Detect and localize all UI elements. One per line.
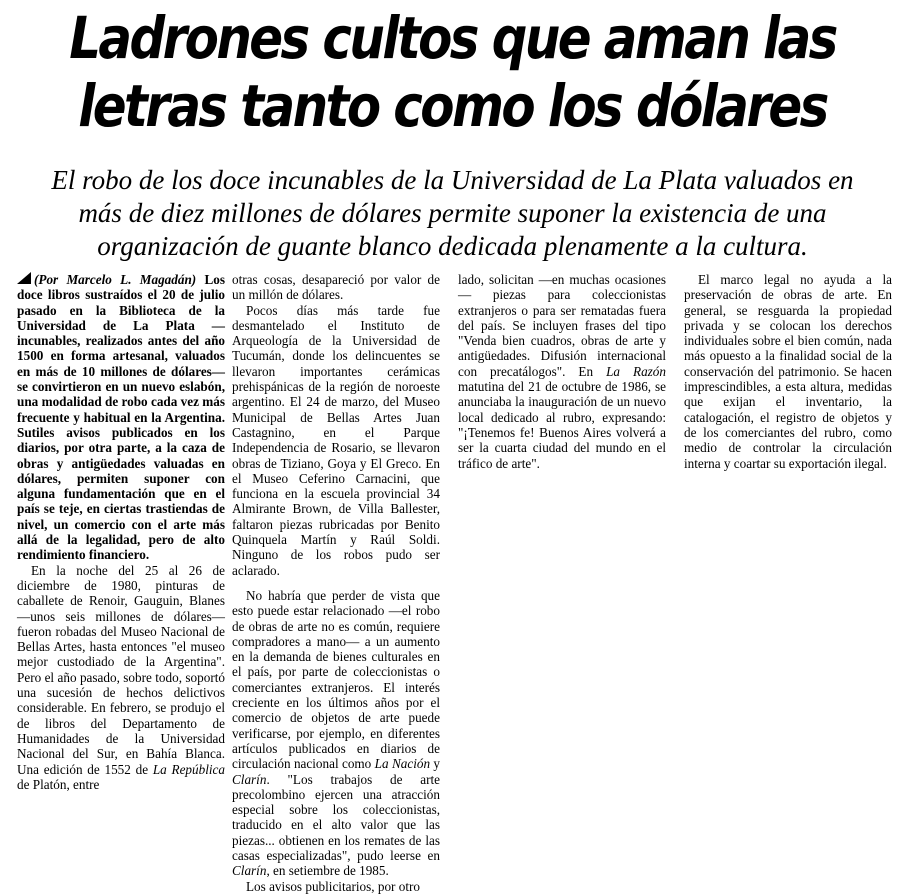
paragraph — [458, 272, 666, 471]
paragraph-text: lado, solicitan —en muchas ocasiones— piezas para coleccionistas extranjeros o para ser rematadas fuera del país. Se incluyen frases del tipo "Venda bien cuadros, obras de arte y antigüedades. Difusión internacional con precatálogos". En — [458, 272, 666, 379]
deck-line-2: más de diez millones de dólares permite suponer la existencia de una — [78, 198, 827, 228]
column-4 — [684, 272, 892, 471]
newspaper-title: La Razón — [606, 363, 666, 379]
deck-line-1: El robo de los doce incunables de la Universidad de La Plata valuados en — [51, 165, 854, 195]
byline: (Por Marcelo L. Magadán) — [34, 272, 197, 287]
headline-line-1: Ladrones cultos que aman las — [69, 4, 836, 72]
headline — [63, 4, 841, 140]
paragraph-text: . "Los trabajos de arte precolombino ejercen una atracción especial sobre los coleccionistas, traducido en el alto valor que las piezas... obtienen en los remates de las casas especializadas", pudo leerse en — [232, 771, 440, 863]
column-3 — [458, 272, 666, 471]
paragraph: Pocos días más tarde fue desmantelado el Instituto de Arqueología de la Universidad de Tucumán, donde los delincuentes se llevaron importantes cerámicas prehispánicas de la región de noroeste argentino. El 24 de marzo, del Museo Municipal de Bellas Artes Juan Castagnino, en el Parque Independencia de Rosario, se llevaron obras de Tiziano, Goya y El Greco. En el Museo Ceferino Carnacini, que funciona en la escuela provincial 34 Almirante Brown, de Villa Ballester, faltaron piezas rubricadas por Benito Quinquela Martín y Raúl Soldi. Ninguno de los robos pudo ser aclarado. — [232, 302, 440, 578]
headline-line-2: letras tanto como los dólares — [78, 72, 827, 140]
column-1 — [17, 272, 225, 792]
newspaper-title: La Nación — [374, 756, 431, 772]
newspaper-title: Clarín — [232, 863, 267, 879]
deck-subtitle — [0, 164, 905, 263]
paragraph: otras cosas, desapareció por valor de un millón de dólares. — [232, 272, 440, 303]
paragraph-text: En la noche del 25 al 26 de diciembre de 1980, pinturas de caballete de Renoir, Gauguin, Blanes —unos seis millones de dólares— fueron robadas del Museo Nacional de Bellas Artes, hasta entonces "el museo mejor custodiado de la Argentina". Pero el año pasado, sobre todo, soportó una sucesión de hechos delictivos considerable. En febrero, se produjo el de libros del Departamento de Humanidades de la Universidad Nacional del Sur, en Bahía Blanca. Una edición de 1552 de — [17, 562, 225, 777]
paragraph: El marco legal no ayuda a la preservación de obras de arte. En general, se resguarda la propiedad privada y se colocan los derechos individuales sobre el bien común, nada más opuesto a la finalidad social de la conservación del patrimonio. Se hacen imprescindibles, a esta altura, medidas que exijan el inventario, la catalogación, el registro de objetos y de los comerciantes del rubro, como medio de controlar la circulación interna y coartar su exportación ilegal. — [684, 272, 892, 471]
newspaper-title: Clarín — [232, 771, 267, 787]
paragraph — [232, 588, 440, 879]
paragraph: Los avisos publicitarios, por otro — [246, 878, 420, 894]
paragraph-text: matutina del 21 de octubre de 1986, se anunciaba la inauguración de un nuevo local dedicado al rubro, expresando: "¡Tenemos fe! Buenos Aires volverá a ser la cuarta ciudad del mundo en el tráfico de arte". — [458, 379, 666, 471]
start-arrow-icon — [17, 272, 31, 284]
paragraph — [17, 563, 225, 792]
lead-text: Los doce libros sustraídos el 20 de julio pasado en la Biblioteca de la Universidad de La Plata —incunables, realizados antes del año 1500 en forma artesanal, valuados en más de 10 millones de dólares— se convirtieron en un nuevo eslabón, una modalidad de robo cada vez más frecuente y habitual en la Argentina. Sutiles avisos publicados en los diarios, por otra parte, a la caza de obras y antigüedades valuadas en dólares, permiten suponer con alguna fundamentación que en el país se teje, en ciertas trastiendas de nivel, un comercio con el arte más allá de la legalidad, pero de alto rendimiento financiero. — [17, 272, 225, 563]
paragraph-text: , en setiembre de 1985. — [266, 863, 389, 879]
deck-line-3: organización de guante blanco dedicada plenamente a la cultura. — [97, 231, 808, 261]
paragraph-text: de Platón, entre — [17, 776, 100, 792]
book-title: La República — [152, 761, 225, 777]
column-2 — [232, 272, 440, 894]
paragraph-text: y — [430, 756, 441, 772]
paragraph-text: No habría que perder de vista que esto puede estar relacionado —el robo de obras de arte no es común, requiere compradores a mano— a un aumento en la demanda de bienes culturales en el país, por parte de coleccionistas o comerciantes extranjeros. El interés creciente en los últimos años por el comercio de objetos de arte puede verificarse, por ejemplo, en diferentes artículos publicados en diarios de circulación nacional como — [232, 587, 440, 772]
article-body — [0, 272, 905, 894]
lead-paragraph — [17, 272, 225, 563]
